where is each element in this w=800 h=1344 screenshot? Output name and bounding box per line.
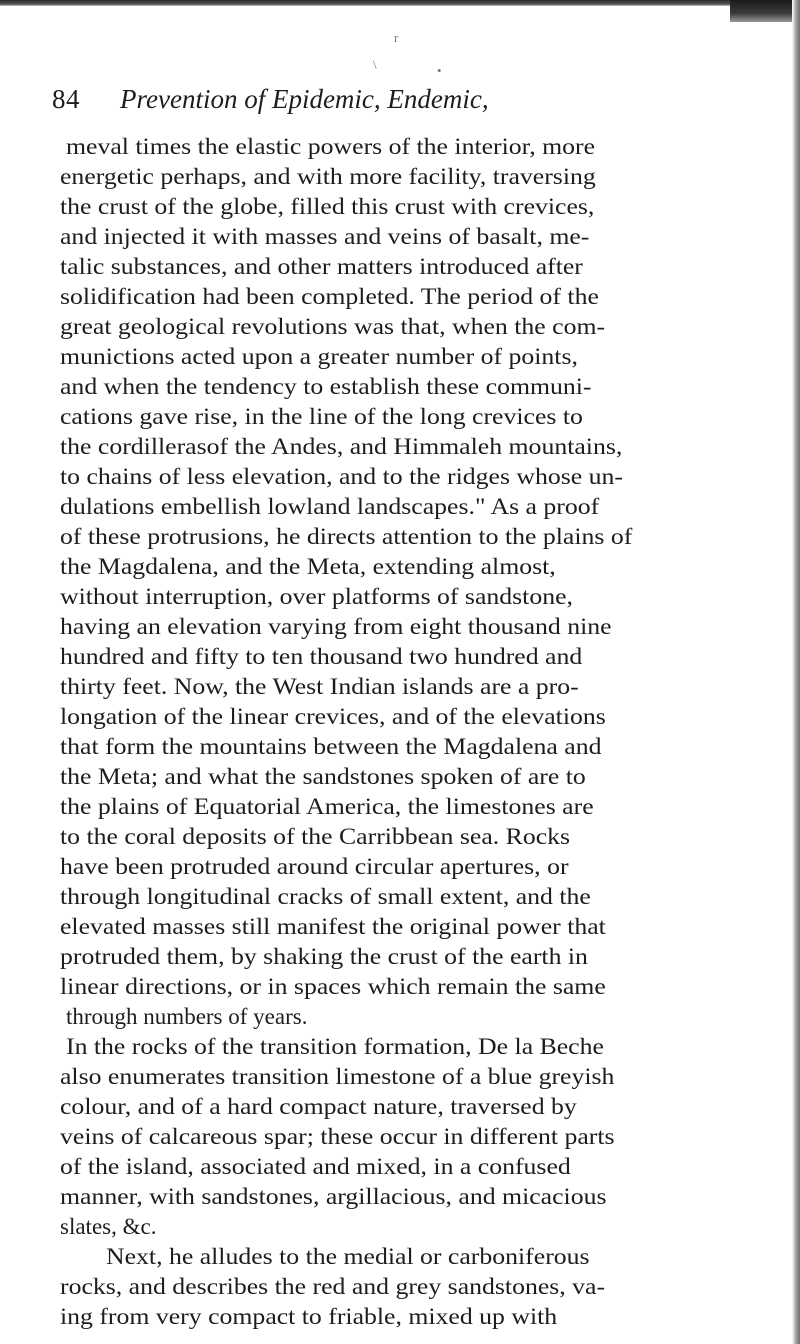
text-line: rocks, and describes the red and grey sandstones, va- (60, 1274, 606, 1299)
text-line: ing from very compact to friable, mixed up with (60, 1304, 558, 1329)
page-number: 84 (52, 84, 80, 114)
text-line: colour, and of a hard compact nature, traversed by (60, 1094, 577, 1119)
text-line: In the rocks of the transition formation, De la Beche (66, 1034, 604, 1059)
text-line: having an elevation varying from eight thousand nine (60, 614, 612, 639)
text-line: manner, with sandstones, argillacious, and micacious (60, 1184, 607, 1209)
text-line: the Magdalena, and the Meta, extending almost, (60, 554, 556, 579)
text-line: of these protrusions, he directs attention to the plains of (60, 524, 633, 549)
text-line: of the island, associated and mixed, in a confused (60, 1154, 571, 1179)
stray-mark: \ (373, 57, 377, 72)
text-line: veins of calcareous spar; these occur in different parts (60, 1124, 615, 1149)
stray-mark: r (394, 30, 399, 45)
text-line: great geological revolutions was that, when the com- (60, 314, 606, 339)
text-line: thirty feet. Now, the West Indian islands are a pro- (60, 674, 579, 699)
text-line: without interruption, over platforms of sandstone, (60, 584, 573, 609)
text-line: slates, &c. (60, 1214, 157, 1239)
running-head (52, 84, 752, 120)
text-line: that form the mountains between the Magdalena and (60, 734, 602, 759)
stray-mark: • (437, 63, 442, 78)
text-line: linear directions, or in spaces which remain the same (60, 974, 606, 999)
text-line: Next, he alludes to the medial or carboniferous (106, 1244, 590, 1269)
text-line: through numbers of years. (66, 1004, 308, 1029)
text-line: the crust of the globe, filled this crust with crevices, (60, 194, 595, 219)
text-line: solidification had been completed. The period of the (60, 284, 599, 309)
text-line: to the coral deposits of the Carribbean sea. Rocks (60, 824, 571, 849)
text-line: dulations embellish lowland landscapes." As a proof (60, 494, 600, 519)
text-line: munictions acted upon a greater number of points, (60, 344, 578, 369)
text-line: the plains of Equatorial America, the limestones are (60, 794, 594, 819)
text-line: to chains of less elevation, and to the ridges whose un- (60, 464, 624, 489)
text-line: and when the tendency to establish these communi- (60, 374, 592, 399)
text-line: through longitudinal cracks of small extent, and the (60, 884, 591, 909)
text-line: have been protruded around circular apertures, or (60, 854, 569, 879)
text-line: longation of the linear crevices, and of the elevations (60, 704, 606, 729)
text-line: the Meta; and what the sandstones spoken of are to (60, 764, 586, 789)
text-line: the cordillerasof the Andes, and Himmaleh mountains, (60, 434, 623, 459)
text-line: hundred and fifty to ten thousand two hundred and (60, 644, 583, 669)
running-title: Prevention of Epidemic, Endemic, (120, 84, 489, 114)
text-line: elevated masses still manifest the original power that (60, 914, 606, 939)
text-line: protruded them, by shaking the crust of the earth in (60, 944, 588, 969)
top-corner-shadow (730, 0, 800, 22)
text-line: also enumerates transition limestone of a blue greyish (60, 1064, 615, 1089)
text-line: talic substances, and other matters introduced after (60, 254, 583, 279)
text-line: and injected it with masses and veins of basalt, me- (60, 224, 590, 249)
page-edge-shadow (792, 0, 800, 1344)
text-line: cations gave rise, in the line of the long crevices to (60, 404, 583, 429)
top-border-rule (0, 0, 760, 6)
text-line: energetic perhaps, and with more facility, traversing (60, 164, 596, 189)
text-line: meval times the elastic powers of the interior, more (66, 134, 596, 159)
